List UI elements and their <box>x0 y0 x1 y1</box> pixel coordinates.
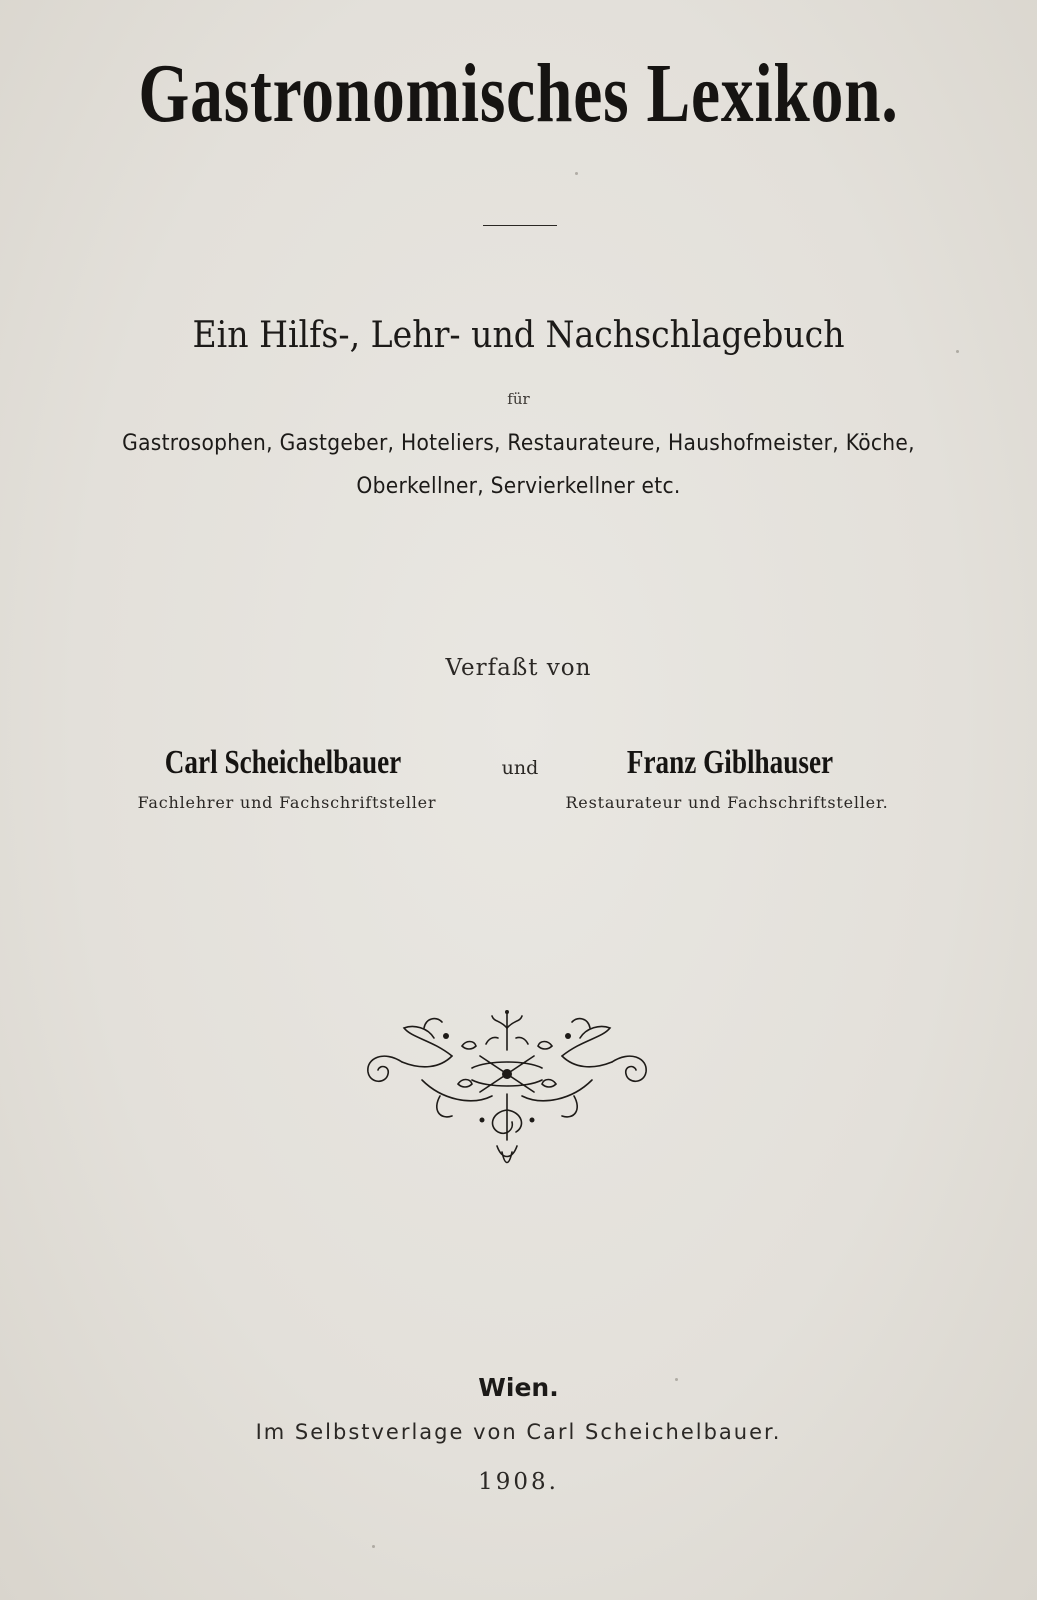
audience-line-1: Gastrosophen, Gastgeber, Hoteliers, Restaurateure, Haushofmeister, Köche, <box>122 431 915 456</box>
title-divider <box>483 225 557 226</box>
book-title: Gastronomisches Lexikon. <box>138 47 899 140</box>
imprint-year: 1908. <box>478 1469 559 1495</box>
and-conjunction: und <box>501 757 539 779</box>
imprint-city: Wien. <box>478 1373 559 1402</box>
audience-line-2: Oberkellner, Servierkellner etc. <box>356 474 681 499</box>
for-label: für <box>507 390 530 408</box>
paper-speck <box>575 172 578 175</box>
floral-ornament-icon <box>362 1010 652 1170</box>
authored-by-label: Verfaßt von <box>445 655 592 681</box>
paper-speck <box>372 1545 375 1548</box>
book-subtitle: Ein Hilfs-, Lehr- und Nachschlagebuch <box>192 315 845 356</box>
imprint-publisher: Im Selbstverlage von Carl Scheichelbauer. <box>255 1420 782 1444</box>
title-page: Gastronomisches Lexikon. Ein Hilfs-, Lehr- und Nachschlagebuch für Gastrosophen, Gastgeber, Hoteliers, Restaurateure, Haushofmeister, Köche, Oberkellner, Servierkellner etc. Verfaßt von Carl Scheichelbauer und Franz Giblhauser Fachlehrer und Fachschriftsteller Restaurateur und Fachschriftsteller. Wien. Im Selbstverlage von Carl Scheichelbauer. 1908. <box>0 0 1037 1600</box>
